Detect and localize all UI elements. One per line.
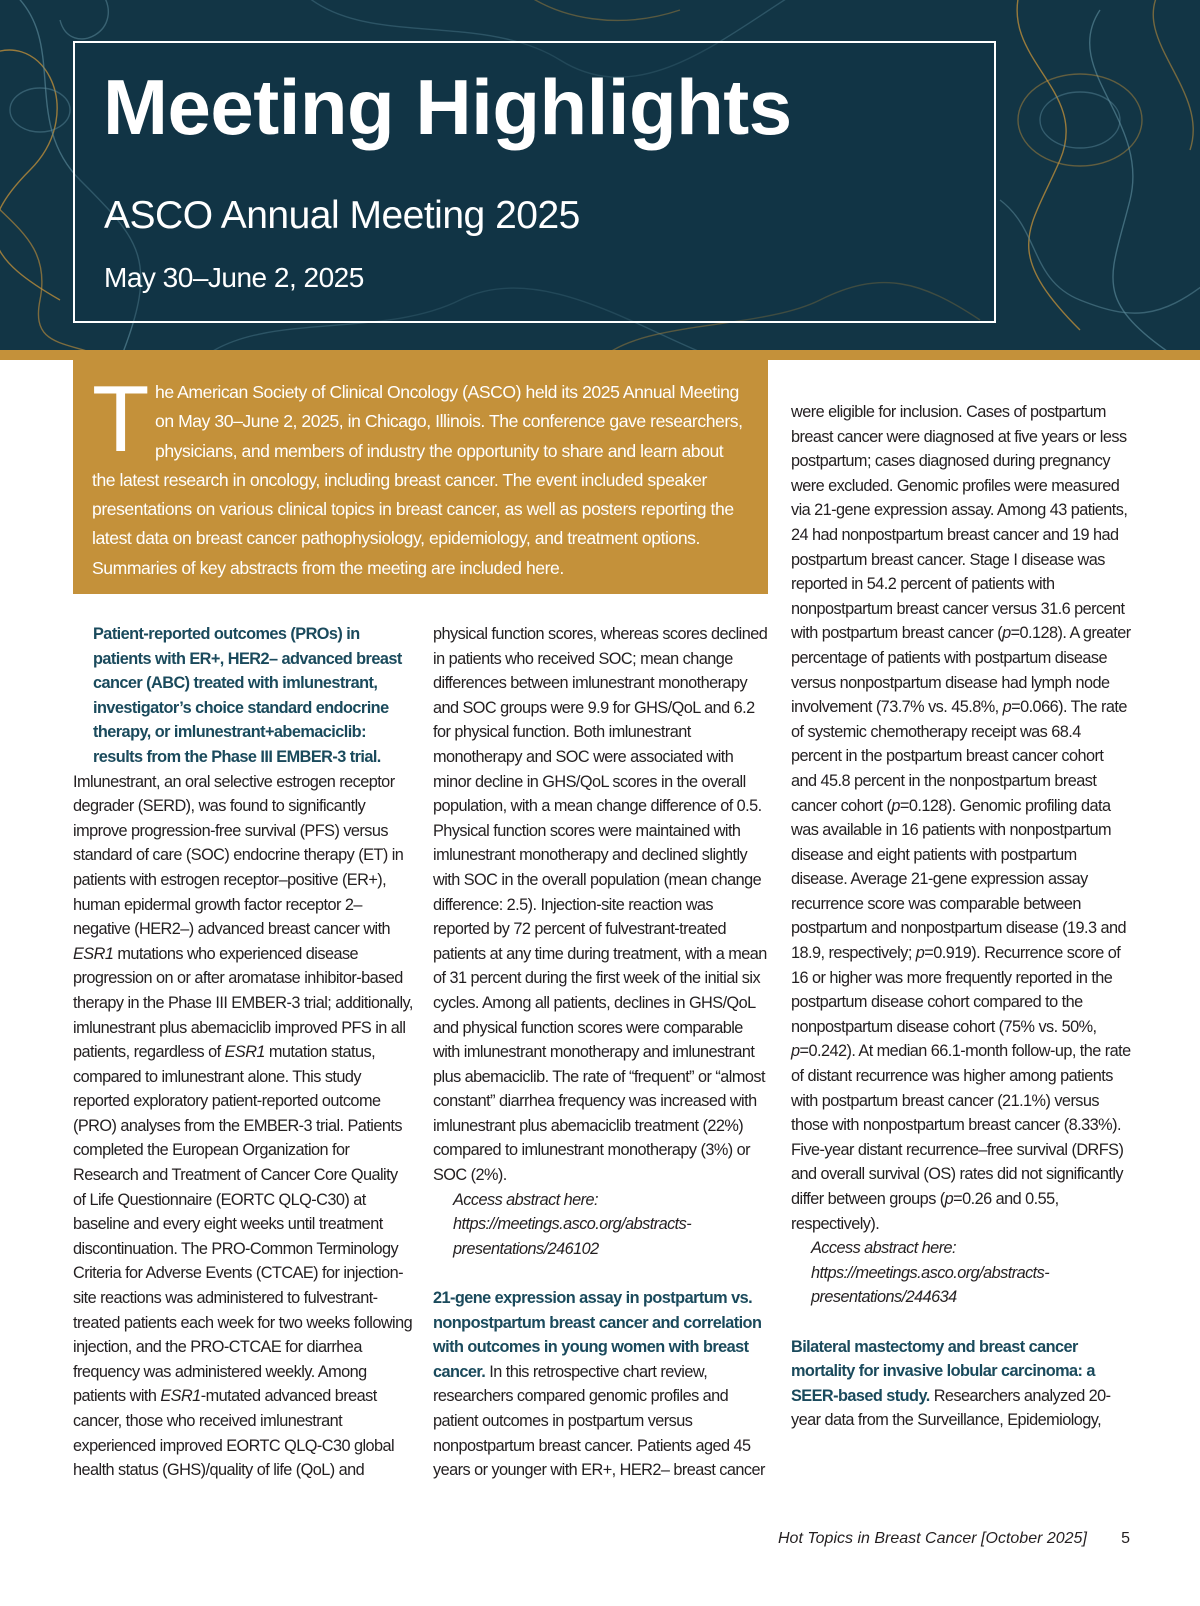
article-3: Bilateral mastectomy and breast cancer mortality for invasive lobular carcinoma: a SEER-based study. Researchers analyzed 20-year data from the Surveillance, Epidemiology, [791, 1337, 1111, 1430]
article-1-heading: Patient-reported outcomes (PROs) in patients with ER+, HER2– advanced breast cancer (ABC) treated with imlunestrant, investigator’s choice standard endocrine therapy, or imlunestrant+abemaciclib: results from the Phase III EMBER-3 trial. [93, 625, 402, 766]
intro-text: he American Society of Clinical Oncology (ASCO) held its 2025 Annual Meeting on May 30–June 2, 2025, in Chicago, Illinois. The conference gave researchers, physicians, and members of industry the opportunity to share and learn about the latest research in oncology, including breast cancer. The event included speaker presentations on various clinical topics in breast cancer, as well as posters reporting the latest data on breast cancer pathophysiology, epidemiology, and treatment options. Summaries of key abstracts from the meeting are included here. [92, 382, 743, 578]
drop-cap: T [92, 366, 149, 471]
article-1-access: Access abstract here: https://meetings.asco.org/abstracts-presentations/246102 [453, 1190, 692, 1258]
meeting-name: ASCO Annual Meeting 2025 [104, 194, 580, 237]
article-2: 21-gene expression assay in postpartum vs. nonpostpartum breast cancer and correlation with outcomes in young women with breast cancer. In this retrospective chart review, researchers compared genomic profiles and patient outcomes in postpartum versus nonpostpartum breast cancer. Patients aged 45 years or younger with ER+, HER2– breast cancer [433, 1289, 765, 1480]
title-box [73, 41, 996, 323]
intro-box [73, 360, 768, 594]
column-1 [73, 622, 413, 1483]
column-3 [791, 400, 1131, 1433]
gold-divider [0, 350, 1200, 360]
article-2-access: Access abstract here: https://meetings.asco.org/abstracts-presentations/244634 [811, 1239, 1050, 1307]
column-2 [433, 622, 768, 1483]
meeting-dates: May 30–June 2, 2025 [104, 262, 364, 293]
article-1-body: Imlunestrant, an oral selective estrogen receptor degrader (SERD), was found to significantly improve progression-free survival (PFS) versus standard of care (SOC) endocrine therapy (ET) in patients with estrogen receptor–positive (ER+), human epidermal growth factor receptor 2–negative (HER2–) advanced breast cancer with ESR1 mutations who experienced disease progression on or after aromatase inhibitor-based therapy in the Phase III EMBER-3 trial; additionally, imlunestrant plus abemaciclib improved PFS in all patients, regardless of ESR1 mutation status, compared to imlunestrant alone. This study reported exploratory patient-reported outcome (PRO) analyses from the EMBER-3 trial. Patients completed the European Organization for Research and Treatment of Cancer Core Quality of Life Questionnaire (EORTC QLQ-C30) at baseline and every eight weeks until treatment discontinuation. The PRO-Common Terminology Criteria for Adverse Events (CTCAE) for injection-site reactions was administered to fulvestrant-treated patients each week for two weeks following injection, and the PRO-CTCAE for diarrhea frequency was administered weekly. Among patients with ESR1-mutated advanced breast cancer, those who received imlunestrant experienced improved EORTC QLQ-C30 global health status (GHS)/quality of life (QoL) and [73, 772, 413, 1480]
article-3-heading: Bilateral mastectomy and breast cancer mortality for invasive lobular carcinoma: a SEER-based study. [791, 1337, 1095, 1405]
page-title: Meeting Highlights [103, 63, 792, 151]
header-banner [0, 0, 1200, 350]
article-1-body-cont: physical function scores, whereas scores declined in patients who received SOC; mean change differences between imlunestrant monotherapy and SOC groups were 9.9 for GHS/QoL and 6.2 for physical function. Both imlunestrant monotherapy and SOC were associated with minor decline in GHS/QoL scores in the overall population, with a mean change difference of 0.5. Physical function scores were maintained with imlunestrant monotherapy and declined slightly with SOC in the overall population (mean change difference: 2.5). Injection-site reaction was reported by 72 percent of fulvestrant-treated patients at any time during treatment, with a mean of 31 percent during the first week of the initial six cycles. Among all patients, declines in GHS/QoL and physical function scores were comparable with imlunestrant monotherapy and imlunestrant plus abemaciclib. The rate of “frequent” or “almost constant” diarrhea frequency was increased with imlunestrant plus abemaciclib treatment (22%) compared to imlunestrant monotherapy (3%) or SOC (2%). [433, 625, 768, 1185]
journal-citation: Hot Topics in Breast Cancer [October 2025] [778, 1530, 1087, 1547]
page-number: 5 [1121, 1530, 1130, 1547]
page-footer [778, 1530, 1130, 1548]
article-2-cont: were eligible for inclusion. Cases of postpartum breast cancer were diagnosed at five years or less postpartum; cases diagnosed during pregnancy were excluded. Genomic profiles were measured via 21-gene expression assay. Among 43 patients, 24 had nonpostpartum breast cancer and 19 had postpartum breast cancer. Stage I disease was reported in 54.2 percent of patients with nonpostpartum breast cancer versus 31.6 percent with postpartum breast cancer (p=0.128). A greater percentage of patients with postpartum disease versus nonpostpartum disease had lymph node involvement (73.7% vs. 45.8%, p=0.066). The rate of systemic chemotherapy receipt was 68.4 percent in the postpartum breast cancer cohort and 45.8 percent in the nonpostpartum breast cancer cohort (p=0.128). Genomic profiling data was available in 16 patients with nonpostpartum disease and eight patients with postpartum disease. Average 21-gene expression assay recurrence score was comparable between postpartum and nonpostpartum disease (19.3 and 18.9, respectively; p=0.919). Recurrence score of 16 or higher was more frequently reported in the postpartum disease cohort compared to the nonpostpartum disease cohort (75% vs. 50%, p=0.242). At median 66.1-month follow-up, the rate of distant recurrence was higher among patients with postpartum breast cancer (21.1%) versus those with nonpostpartum breast cancer (8.33%). Five-year distant recurrence–free survival (DRFS) and overall survival (OS) rates did not significantly differ between groups (p=0.26 and 0.55, respectively). [791, 403, 1131, 1233]
